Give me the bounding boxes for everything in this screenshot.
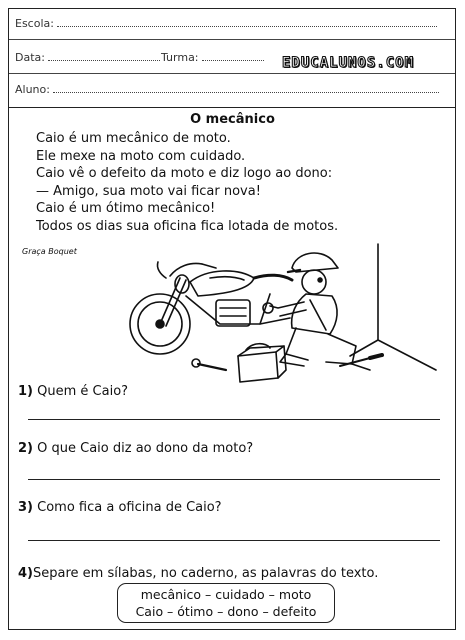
story-author: Graça Boquet (22, 247, 77, 256)
question-number: 2) (18, 441, 33, 456)
word-list-line: mecânico – cuidado – moto (140, 587, 312, 602)
date-label: Data: (15, 51, 45, 64)
question-text: O que Caio diz ao dono da moto? (37, 441, 254, 456)
story-line: Ele mexe na moto com cuidado. (36, 148, 246, 164)
date-field[interactable] (15, 51, 160, 64)
story-line: Caio é um ótimo mecânico! (36, 201, 216, 216)
story-text (36, 130, 338, 235)
school-label: Escola: (15, 17, 54, 30)
word-list-line: Caio – ótimo – dono – defeito (135, 604, 317, 619)
divider (9, 39, 455, 40)
story-line: Todos os dias sua oficina fica lotada de motos. (36, 218, 339, 234)
school-field[interactable] (15, 17, 437, 30)
student-label: Aluno: (15, 83, 50, 96)
question-number: 4) (18, 566, 33, 581)
story-line: — Amigo, sua moto vai ficar nova! (36, 183, 261, 199)
answer-line-3[interactable] (28, 540, 440, 541)
class-label: Turma: (161, 51, 199, 64)
story-title: O mecânico (190, 112, 275, 127)
question-4 (18, 566, 378, 581)
question-text: Quem é Caio? (37, 384, 129, 399)
student-field[interactable] (15, 83, 439, 96)
question-text: Como fica a oficina de Caio? (37, 500, 222, 515)
story-line: Caio vê o defeito da moto e diz logo ao dono: (36, 166, 333, 181)
class-field[interactable] (161, 51, 264, 64)
educalunos-logo: EDUCALUNOS.COM (282, 55, 415, 71)
story-line: Caio é um mecânico de moto. (36, 131, 231, 146)
mechanic-illustration (120, 238, 440, 386)
question-number: 1) (18, 384, 33, 399)
question-3 (18, 500, 222, 515)
question-2 (18, 441, 253, 456)
word-list-box (117, 583, 335, 623)
answer-line-1[interactable] (28, 419, 440, 420)
question-text: Separe em sílabas, no caderno, as palavras do texto. (33, 566, 379, 581)
divider (9, 73, 455, 74)
answer-line-2[interactable] (28, 479, 440, 480)
question-1 (18, 384, 128, 399)
student-info-header (9, 9, 455, 108)
question-number: 3) (18, 500, 33, 515)
